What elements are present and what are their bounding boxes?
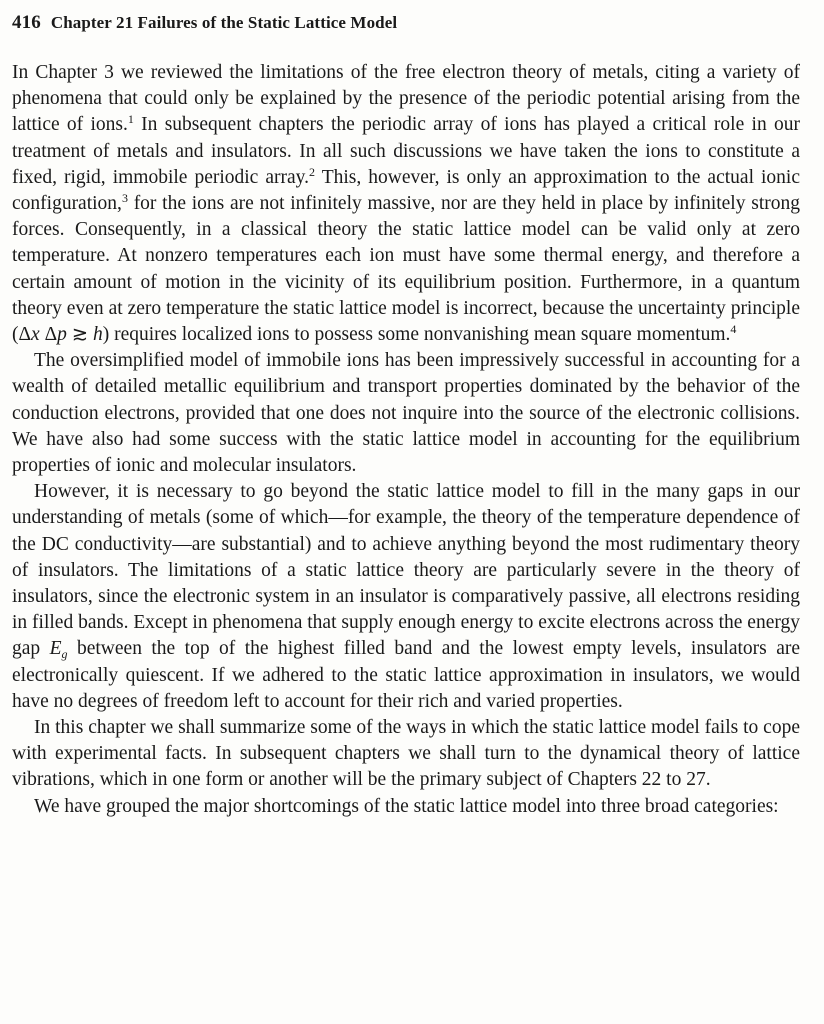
footnote-marker: 2	[309, 164, 316, 179]
paragraph-text: Δ	[39, 324, 58, 346]
math-subscript: g	[61, 647, 68, 662]
page-number: 416	[12, 12, 41, 33]
paragraph-2: The oversimplified model of immobile ions has been impressively successful in accounting for a wealth of detailed metallic equilibrium and transport properties dominated by the behavior of the conduction electrons, provided that one does not inquire into the source of the electronic collisions. We have also had some success with the static lattice model in accounting for the equilibrium properties of ionic and molecular insulators.	[12, 350, 800, 477]
paragraph-text: In Chapter 3 we reviewed the limitations of the free electron theory of metals, citing a variety of phenomena that could only be explained by the presence of the periodic potential arising from the lattice of ions.	[12, 62, 800, 136]
paragraph-5: We have grouped the major shortcomings of the static lattice model into three broad categories:	[34, 795, 779, 817]
math-symbol: x	[31, 324, 40, 346]
math-symbol: E	[49, 638, 62, 660]
math-symbol: h	[92, 324, 103, 346]
paragraph-text: ≳	[66, 324, 93, 346]
paragraph-text: This, however, is only an approximation to the actual ionic configuration,	[12, 166, 800, 215]
math-symbol: p	[57, 324, 67, 346]
paragraph-text: However, it is necessary to go beyond the static lattice model to fill in the many gaps in our understanding of metals (some of which—for example, the theory of the temperature dependence of the DC conductivity—are substantial) and to achieve anything beyond the most rudimentary theory of insulators. The limitations of a static lattice theory are particularly severe in the theory of insulators, since the electronic system in an insulator is comparatively passive, all electrons residing in filled bands. Except in phenomena that supply enough energy to excite electrons across the energy gap	[12, 481, 800, 660]
paragraph-text: for the ions are not infinitely massive, nor are they held in place by infinitely strong forces. Consequently, in a classical theory the static lattice model can be valid only at zero temperature. At nonzero temperatures each ion must have some thermal energy, and therefore a certain amount of motion in the vicinity of its equilibrium position. Furthermore, in a quantum theory even at zero temperature the static lattice model is incorrect, because the uncertainty principle (Δ	[12, 193, 800, 346]
paragraph-text: between the top of the highest filled band and the lowest empty levels, insulators are electronically quiescent. If we adhered to the static lattice approximation in insulators, we would have no degrees of freedom left to account for their rich and varied properties.	[12, 638, 801, 712]
footnote-marker: 3	[121, 191, 128, 206]
footnote-marker: 1	[127, 112, 134, 127]
paragraph-text: In subsequent chapters the periodic array of ions has played a critical role in our treatment of metals and insulators. In all such discussions we have taken the ions to constitute a fixed, rigid, immobile periodic array.	[12, 114, 801, 188]
paragraph-4: In this chapter we shall summarize some of the ways in which the static lattice model fails to cope with experimental facts. In subsequent chapters we shall turn to the dynamical theory of lattice vibrations, which in one form or another will be the primary subject of Chapters 22 to 27.	[12, 717, 800, 791]
footnote-marker: 4	[730, 322, 737, 337]
running-header	[12, 12, 397, 34]
paragraph-3	[12, 479, 800, 715]
chapter-title: Chapter 21 Failures of the Static Lattice Model	[50, 13, 398, 32]
body-text	[12, 60, 800, 820]
paragraph-text: ) requires localized ions to possess some nonvanishing mean square momentum.	[102, 324, 731, 346]
paragraph-1	[12, 60, 800, 348]
